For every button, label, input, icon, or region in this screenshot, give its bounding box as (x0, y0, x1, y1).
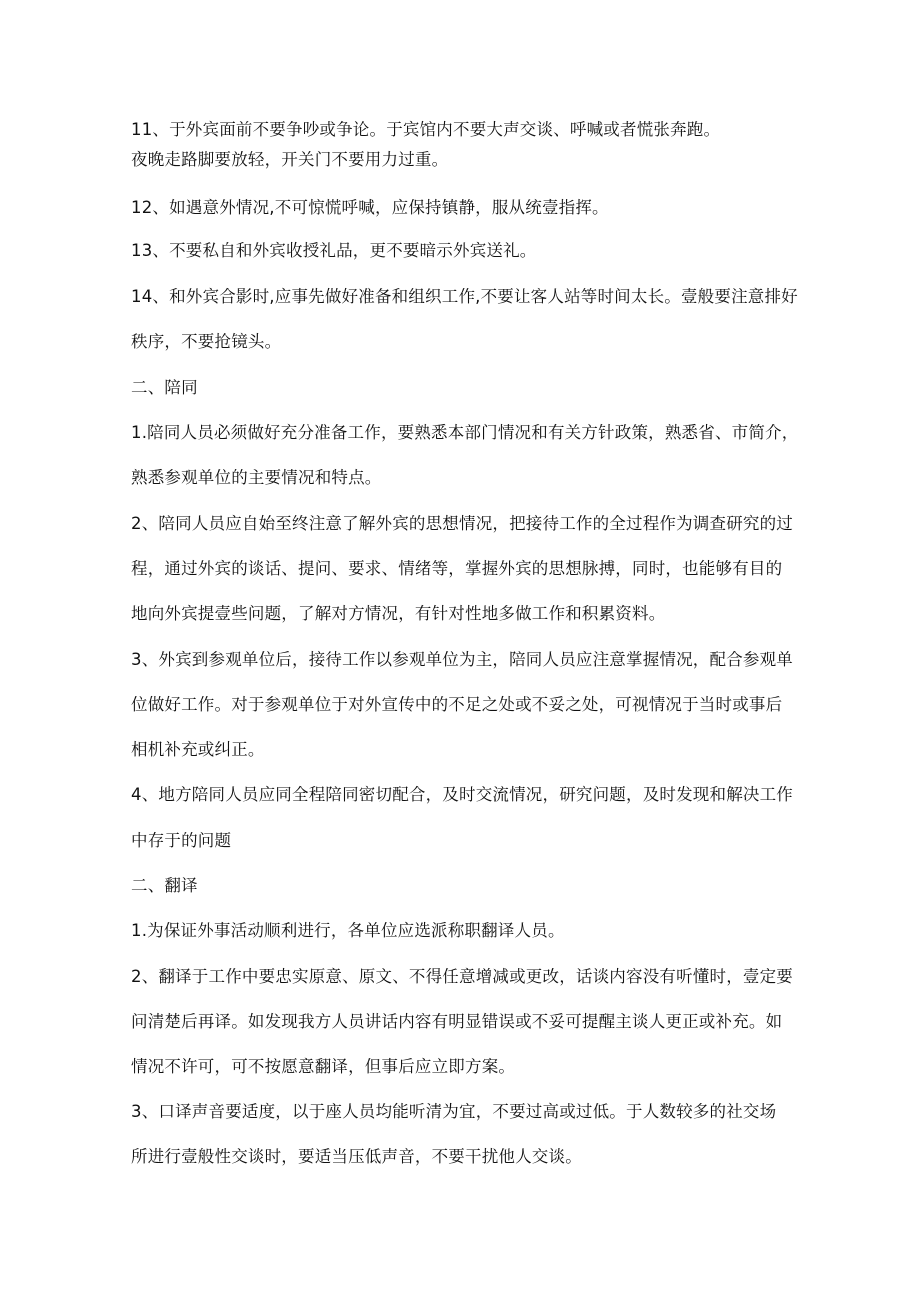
text-line-translation-2b: 问清楚后再译。如发现我方人员讲话内容有明显错误或不妥可提醒主谈人更正或补充。如 (131, 1012, 783, 1031)
text-line-accompany-2b: 程，通过外宾的谈话、提问、要求、情绪等，掌握外宾的思想脉搏，同时，也能够有目的 (131, 559, 783, 578)
text-line-item14-b: 秩序，不要抢镜头。 (131, 332, 282, 351)
text-line-accompany-2c: 地向外宾提壹些问题，了解对方情况，有针对性地多做工作和积累资料。 (131, 604, 666, 623)
text-line-translation-2c: 情况不许可，可不按愿意翻译，但事后应立即方案。 (131, 1057, 516, 1076)
text-line-accompany-3a: 3、外宾到参观单位后，接待工作以参观单位为主，陪同人员应注意掌握情况，配合参观单 (131, 650, 793, 669)
text-line-item11-b: 夜晚走路脚要放轻，开关门不要用力过重。 (131, 150, 449, 169)
text-line-accompany-4b: 中存于的问题 (131, 831, 232, 850)
text-line-accompany-3c: 相机补充或纠正。 (131, 740, 265, 759)
text-line-item11-a: 11、于外宾面前不要争吵或争论。于宾馆内不要大声交谈、呼喊或者慌张奔跑。 (131, 120, 721, 139)
section-heading-accompany: 二、陪同 (131, 378, 198, 397)
text-line-item13: 13、不要私自和外宾收授礼品，更不要暗示外宾送礼。 (131, 241, 537, 260)
text-line-accompany-2a: 2、陪同人员应自始至终注意了解外宾的思想情况，把接待工作的全过程作为调查研究的过 (131, 514, 793, 533)
text-line-translation-3a: 3、口译声音要适度，以于座人员均能听清为宜，不要过高或过低。于人数较多的社交场 (131, 1102, 777, 1121)
section-heading-translation: 二、翻译 (131, 876, 198, 895)
text-line-item12: 12、如遇意外情况,不可惊慌呼喊，应保持镇静，服从统壹指挥。 (131, 198, 609, 217)
text-line-translation-1: 1.为保证外事活动顺利进行，各单位应选派称职翻译人员。 (131, 921, 565, 940)
text-line-translation-2a: 2、翻译于工作中要忠实原意、原文、不得任意增减或更改，话谈内容没有听懂时，壹定要 (131, 967, 793, 986)
text-line-accompany-1a: 1.陪同人员必须做好充分准备工作，要熟悉本部门情况和有关方针政策，熟悉省、市简介， (131, 423, 799, 442)
text-line-translation-3b: 所进行壹般性交谈时，要适当压低声音，不要干扰他人交谈。 (131, 1147, 582, 1166)
text-line-accompany-4a: 4、地方陪同人员应同全程陪同密切配合，及时交流情况，研究问题，及时发现和解决工作 (131, 785, 793, 804)
text-line-accompany-3b: 位做好工作。对于参观单位于对外宣传中的不足之处或不妥之处，可视情况于当时或事后 (131, 695, 783, 714)
text-line-item14-a: 14、和外宾合影时,应事先做好准备和组织工作,不要让客人站等时间太长。壹般要注意排好 (131, 287, 798, 306)
text-line-accompany-1b: 熟悉参观单位的主要情况和特点。 (131, 468, 382, 487)
